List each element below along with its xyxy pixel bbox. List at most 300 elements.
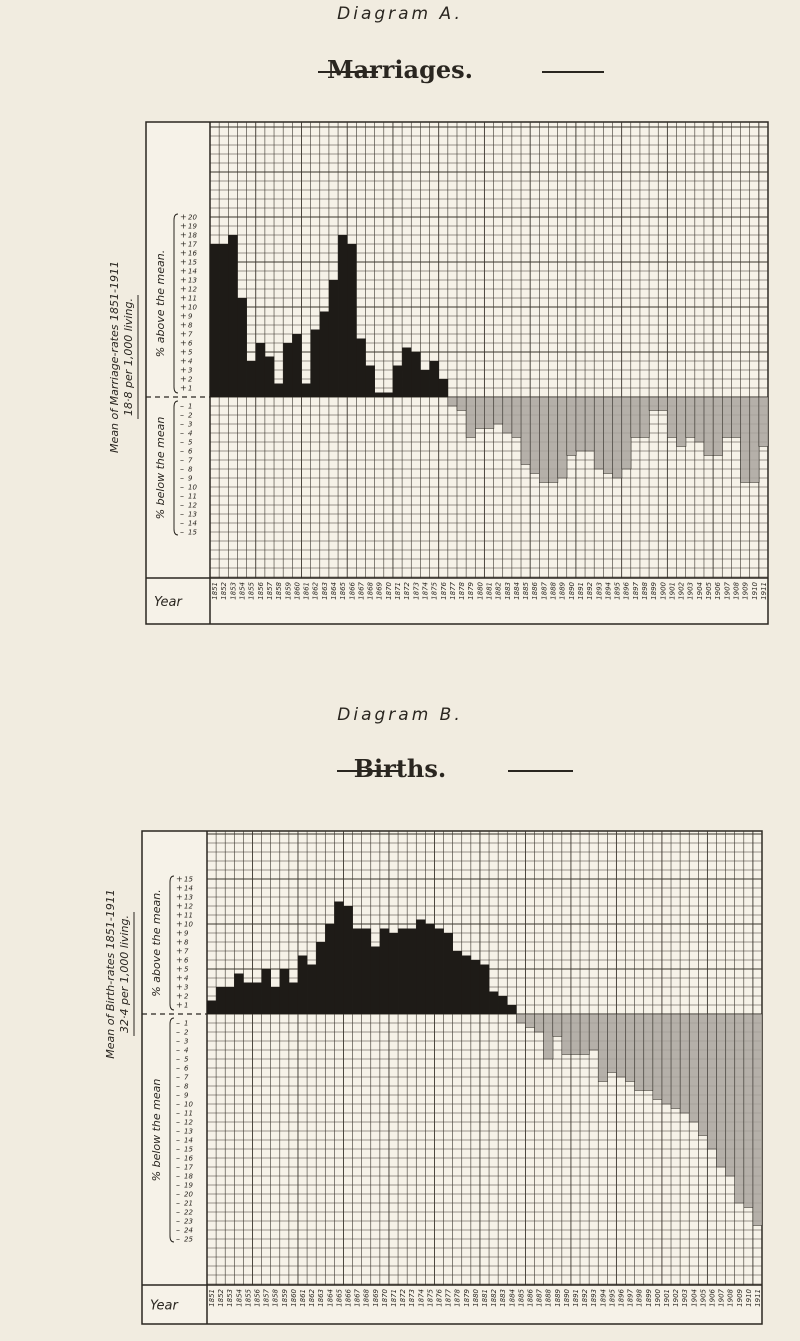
births-bar-1855 <box>243 983 252 1015</box>
marriages-below-sign: – <box>180 491 184 501</box>
births-above-sign: + <box>176 919 183 929</box>
births-below-tick-22: 22 <box>184 1208 193 1217</box>
births-bar-1891 <box>571 1014 580 1055</box>
births-bar-1878 <box>453 951 462 1014</box>
births-bar-1863 <box>316 942 325 1014</box>
births-year-1892: 1892 <box>581 1289 590 1307</box>
marriages-year-1900: 1900 <box>659 582 668 600</box>
births-above-sign: + <box>176 982 183 992</box>
births-bar-1900 <box>653 1014 662 1100</box>
births-below-tick-24: 24 <box>184 1226 193 1235</box>
births-below-tick-14: 14 <box>184 1136 193 1145</box>
marriages-ylabel-sub: 18·8 per 1,000 living. <box>122 298 135 416</box>
births-below-sign: – <box>176 1180 180 1190</box>
births-bar-1859 <box>280 969 289 1014</box>
births-bar-1867 <box>353 929 362 1015</box>
births-bar-1874 <box>416 920 425 1015</box>
births-year-1903: 1903 <box>681 1289 690 1307</box>
births-below-sign: – <box>176 1207 180 1217</box>
births-year-1904: 1904 <box>690 1289 699 1307</box>
births-bar-1899 <box>644 1014 653 1091</box>
marriages-year-1861: 1861 <box>302 582 311 600</box>
births-bar-1880 <box>471 960 480 1014</box>
births-above-sign: + <box>176 946 183 956</box>
births-above-tick-3: 3 <box>184 983 189 992</box>
marriages-year-1869: 1869 <box>375 582 384 600</box>
births-bar-1905 <box>698 1014 707 1136</box>
marriages-above-sign: + <box>180 320 187 330</box>
births-year-1884: 1884 <box>508 1289 517 1307</box>
marriages-year-1899: 1899 <box>650 582 659 600</box>
marriages-year-1882: 1882 <box>494 582 503 600</box>
births-below-tick-8: 8 <box>184 1082 189 1091</box>
births-below-tick-13: 13 <box>184 1127 193 1136</box>
marriages-above-sign: + <box>180 356 187 366</box>
births-bar-1888 <box>544 1014 553 1059</box>
marriages-below-tick-4: 4 <box>188 429 193 438</box>
marriages-year-1871: 1871 <box>394 582 403 600</box>
marriages-year-1854: 1854 <box>238 582 247 600</box>
marriages-above-tick-12: 12 <box>188 285 197 294</box>
marriages-above-tick-1: 1 <box>188 384 193 393</box>
births-ylabel-main: Mean of Birth-rates 1851-1911 <box>104 889 117 1059</box>
births-year-1895: 1895 <box>608 1289 617 1307</box>
marriages-year-1887: 1887 <box>540 582 549 600</box>
marriages-above-sign: + <box>180 266 187 276</box>
births-below-tick-21: 21 <box>184 1199 193 1208</box>
births-year-1858: 1858 <box>271 1289 280 1307</box>
births-below-sign: – <box>176 1108 180 1118</box>
marriages-year-1862: 1862 <box>311 582 320 600</box>
births-year-1906: 1906 <box>708 1289 717 1307</box>
births-above-tick-9: 9 <box>184 929 189 938</box>
marriages-above-tick-16: 16 <box>188 249 197 258</box>
marriages-year-1891: 1891 <box>576 582 585 600</box>
births-above-tick-4: 4 <box>184 974 189 983</box>
births-bar-1865 <box>334 902 343 1015</box>
marriages-above-sign: + <box>180 293 187 303</box>
marriages-above-tick-6: 6 <box>188 339 193 348</box>
births-year-1897: 1897 <box>626 1289 635 1307</box>
marriages-year-1909: 1909 <box>741 582 750 600</box>
births-bar-1886 <box>525 1014 534 1028</box>
marriages-above-sign: + <box>180 212 187 222</box>
marriages-below-tick-1: 1 <box>188 402 193 411</box>
births-bar-1872 <box>398 929 407 1015</box>
births-year-1867: 1867 <box>353 1289 362 1307</box>
births-below-tick-1: 1 <box>184 1019 189 1028</box>
births-below-sign: – <box>176 1090 180 1100</box>
marriages-year-1905: 1905 <box>705 582 714 600</box>
births-year-1852: 1852 <box>217 1289 226 1307</box>
births-bar-1911 <box>753 1014 762 1226</box>
births-bar-1884 <box>507 1005 516 1014</box>
births-year-1885: 1885 <box>517 1289 526 1307</box>
marriages-above-tick-11: 11 <box>188 294 197 303</box>
births-year-1901: 1901 <box>662 1289 671 1307</box>
births-bar-1908 <box>726 1014 735 1176</box>
births-year-1871: 1871 <box>390 1289 399 1307</box>
marriages-above-tick-3: 3 <box>188 366 193 375</box>
births-above-tick-6: 6 <box>184 956 189 965</box>
marriages-year-1866: 1866 <box>348 582 357 600</box>
marriages-above-sign: + <box>180 257 187 267</box>
births-bar-1866 <box>343 906 352 1014</box>
births-above-sign: + <box>176 937 183 947</box>
births-above-sign: + <box>176 973 183 983</box>
births-bar-1897 <box>626 1014 635 1082</box>
births-year-1886: 1886 <box>526 1289 535 1307</box>
marriages-year-1855: 1855 <box>247 582 256 600</box>
births-below-sign: – <box>176 1135 180 1145</box>
births-title: Births. <box>353 754 447 783</box>
births-below-sign: – <box>176 1036 180 1046</box>
births-above-tick-1: 1 <box>184 1001 189 1010</box>
births-below-tick-11: 11 <box>184 1109 193 1118</box>
births-year-1887: 1887 <box>535 1289 544 1307</box>
marriages-year-1904: 1904 <box>695 582 704 600</box>
births-bar-1909 <box>735 1014 744 1203</box>
marriages-year-1910: 1910 <box>750 582 759 600</box>
marriages-below-tick-12: 12 <box>188 501 197 510</box>
births-bar-1885 <box>516 1014 525 1023</box>
marriages-year-1886: 1886 <box>531 582 540 600</box>
marriages-below-sign: – <box>180 419 184 429</box>
marriages-year-1883: 1883 <box>503 582 512 600</box>
births-above-sign: + <box>176 910 183 920</box>
births-below-tick-6: 6 <box>184 1064 189 1073</box>
births-year-1876: 1876 <box>435 1289 444 1307</box>
births-year-1889: 1889 <box>553 1289 562 1307</box>
marriages-above-tick-14: 14 <box>188 267 197 276</box>
births-below-sign: – <box>176 1054 180 1064</box>
marriages-below-sign: – <box>180 464 184 474</box>
marriages-above-sign: + <box>180 383 187 393</box>
births-bar-1856 <box>252 983 261 1015</box>
marriages-below-tick-8: 8 <box>188 465 193 474</box>
marriages-year-1884: 1884 <box>512 582 521 600</box>
marriages-above-tick-7: 7 <box>188 330 193 339</box>
births-bar-1901 <box>662 1014 671 1104</box>
marriages-year-1901: 1901 <box>668 582 677 600</box>
births-bar-1906 <box>707 1014 716 1149</box>
marriages-year-1852: 1852 <box>220 582 229 600</box>
marriages-above-tick-18: 18 <box>188 231 197 240</box>
marriages-year-1898: 1898 <box>641 582 650 600</box>
births-year-1899: 1899 <box>644 1289 653 1307</box>
marriages-above-tick-9: 9 <box>188 312 193 321</box>
marriages-year-1872: 1872 <box>403 582 412 600</box>
births-below-tick-20: 20 <box>184 1190 193 1199</box>
marriages-above-tick-17: 17 <box>188 240 197 249</box>
births-below-sign: – <box>176 1117 180 1127</box>
marriages-below-sign: – <box>180 473 184 483</box>
marriages-year-1875: 1875 <box>430 582 439 600</box>
births-year-1908: 1908 <box>726 1289 735 1307</box>
births-below-tick-15: 15 <box>184 1145 193 1154</box>
marriages-above-sign: + <box>180 221 187 231</box>
marriages-year-1907: 1907 <box>723 582 732 600</box>
births-below-sign: – <box>176 1126 180 1136</box>
births-below-sign: – <box>176 1162 180 1172</box>
births-year-1896: 1896 <box>617 1289 626 1307</box>
births-below-sign: – <box>176 1171 180 1181</box>
births-bar-1892 <box>580 1014 589 1055</box>
marriages-above-sign: + <box>180 347 187 357</box>
marriages-year-1896: 1896 <box>622 582 631 600</box>
births-ylabel-sub: 32·4 per 1,000 living. <box>118 915 131 1033</box>
marriages-year-1908: 1908 <box>732 582 741 600</box>
marriages-above-tick-19: 19 <box>188 222 197 231</box>
marriages-above-sign: + <box>180 230 187 240</box>
births-bar-1868 <box>362 929 371 1015</box>
births-bar-1893 <box>589 1014 598 1050</box>
births-year-1853: 1853 <box>226 1289 235 1307</box>
births-year-1866: 1866 <box>344 1289 353 1307</box>
births-year-1864: 1864 <box>326 1289 335 1307</box>
births-bar-1896 <box>616 1014 625 1077</box>
births-bar-1871 <box>389 933 398 1014</box>
marriages-year-1893: 1893 <box>595 582 604 600</box>
marriages-above-sign: + <box>180 338 187 348</box>
births-above-tick-15: 15 <box>184 875 193 884</box>
births-year-1894: 1894 <box>599 1289 608 1307</box>
marriages-year-1889: 1889 <box>558 582 567 600</box>
marriages-above-tick-4: 4 <box>188 357 193 366</box>
births-below-tick-9: 9 <box>184 1091 189 1100</box>
births-above-tick-14: 14 <box>184 884 193 893</box>
marriages-year-1870: 1870 <box>384 582 393 600</box>
marriages-year-1867: 1867 <box>357 582 366 600</box>
births-above-tick-10: 10 <box>184 920 193 929</box>
births-above-tick-12: 12 <box>184 902 193 911</box>
births-bar-1902 <box>671 1014 680 1109</box>
births-below-sign: – <box>176 1198 180 1208</box>
births-bar-1907 <box>717 1014 726 1167</box>
births-year-1860: 1860 <box>289 1289 298 1307</box>
marriages-year-1874: 1874 <box>421 582 430 600</box>
births-year-1880: 1880 <box>471 1289 480 1307</box>
births-year-1875: 1875 <box>426 1289 435 1307</box>
births-year-1902: 1902 <box>672 1289 681 1307</box>
births-above-tick-7: 7 <box>184 947 189 956</box>
marriages-year-1864: 1864 <box>329 582 338 600</box>
births-below-tick-17: 17 <box>184 1163 193 1172</box>
births-below-tick-2: 2 <box>184 1028 189 1037</box>
marriages-above-label: % above the mean. <box>154 249 167 358</box>
marriages-below-tick-9: 9 <box>188 474 193 483</box>
marriages-xlabel: Year <box>154 595 182 610</box>
births-year-1869: 1869 <box>371 1289 380 1307</box>
births-year-1911: 1911 <box>753 1289 762 1307</box>
marriages-above-tick-13: 13 <box>188 276 197 285</box>
births-below-sign: – <box>176 1234 180 1244</box>
births-year-1865: 1865 <box>335 1289 344 1307</box>
births-above-label: % above the mean. <box>150 889 163 997</box>
births-year-1888: 1888 <box>544 1289 553 1307</box>
births-bar-1869 <box>371 947 380 1015</box>
births-below-sign: – <box>176 1081 180 1091</box>
births-bar-1910 <box>744 1014 753 1208</box>
births-above-sign: + <box>176 928 183 938</box>
births-bar-1876 <box>434 929 443 1015</box>
marriages-above-sign: + <box>180 329 187 339</box>
births-below-sign: – <box>176 1153 180 1163</box>
births-year-1882: 1882 <box>490 1289 499 1307</box>
births-bar-1879 <box>462 956 471 1015</box>
births-bar-1853 <box>225 987 234 1014</box>
births-bar-1882 <box>489 992 498 1015</box>
births-year-1900: 1900 <box>653 1289 662 1307</box>
births-bar-1887 <box>535 1014 544 1032</box>
births-bar-1890 <box>562 1014 571 1055</box>
marriages-above-sign: + <box>180 302 187 312</box>
marriages-above-sign: + <box>180 311 187 321</box>
marriages-year-1879: 1879 <box>467 582 476 600</box>
births-below-sign: – <box>176 1027 180 1037</box>
births-bar-1854 <box>234 974 243 1015</box>
marriages-above-tick-5: 5 <box>188 348 193 357</box>
marriages-year-1895: 1895 <box>613 582 622 600</box>
births-bar-1883 <box>498 996 507 1014</box>
marriages-above-tick-20: 20 <box>188 213 197 222</box>
marriages-year-1873: 1873 <box>412 582 421 600</box>
marriages-year-1881: 1881 <box>485 582 494 600</box>
marriages-ylabel-main: Mean of Marriage-rates 1851-1911 <box>108 261 121 453</box>
marriages-year-1859: 1859 <box>284 582 293 600</box>
marriages-year-1897: 1897 <box>631 582 640 600</box>
births-below-tick-18: 18 <box>184 1172 193 1181</box>
births-below-tick-4: 4 <box>184 1046 189 1055</box>
marriages-below-sign: – <box>180 518 184 528</box>
marriages-year-1851: 1851 <box>211 582 220 600</box>
births-below-tick-3: 3 <box>184 1037 189 1046</box>
births-year-1893: 1893 <box>590 1289 599 1307</box>
births-below-tick-12: 12 <box>184 1118 193 1127</box>
marriages-year-1911: 1911 <box>759 582 768 600</box>
births-year-1857: 1857 <box>262 1289 271 1307</box>
births-year-1910: 1910 <box>744 1289 753 1307</box>
births-year-1868: 1868 <box>362 1289 371 1307</box>
births-below-sign: – <box>176 1189 180 1199</box>
births-bar-1895 <box>607 1014 616 1073</box>
marriages-year-1860: 1860 <box>293 582 302 600</box>
births-below-sign: – <box>176 1099 180 1109</box>
marriages-above-sign: + <box>180 248 187 258</box>
births-bar-1864 <box>325 924 334 1014</box>
marriages-above-sign: + <box>180 365 187 375</box>
births-year-1905: 1905 <box>699 1289 708 1307</box>
births-year-1874: 1874 <box>417 1289 426 1307</box>
births-above-tick-13: 13 <box>184 893 193 902</box>
births-above-sign: + <box>176 874 183 884</box>
births-bar-1873 <box>407 929 416 1015</box>
births-below-sign: – <box>176 1045 180 1055</box>
marriages-above-sign: + <box>180 275 187 285</box>
marriages-year-1865: 1865 <box>339 582 348 600</box>
births-year-1909: 1909 <box>735 1289 744 1307</box>
marriages-year-1885: 1885 <box>522 582 531 600</box>
marriages-below-tick-15: 15 <box>188 528 197 537</box>
births-bar-1894 <box>598 1014 607 1082</box>
births-year-1891: 1891 <box>571 1289 580 1307</box>
births-year-1881: 1881 <box>481 1289 489 1307</box>
births-bar-1858 <box>271 987 280 1014</box>
marriages-below-sign: – <box>180 509 184 519</box>
marriages-above-sign: + <box>180 374 187 384</box>
marriages-year-1903: 1903 <box>686 582 695 600</box>
births-below-tick-5: 5 <box>184 1055 189 1064</box>
marriages-above-tick-8: 8 <box>188 321 193 330</box>
births-below-sign: – <box>176 1225 180 1235</box>
marriages-year-1894: 1894 <box>604 582 613 600</box>
marriages-above-tick-15: 15 <box>188 258 197 267</box>
marriages-above-tick-2: 2 <box>188 375 193 384</box>
marriages-year-1890: 1890 <box>567 582 576 600</box>
marriages-below-label: % below the mean <box>154 416 167 520</box>
marriages-below-sign: – <box>180 455 184 465</box>
births-below-label: % below the mean <box>150 1078 163 1182</box>
marriages-year-1876: 1876 <box>439 582 448 600</box>
diagram-a-label: Diagram A. <box>337 4 463 24</box>
marriages-year-1906: 1906 <box>714 582 723 600</box>
births-above-tick-2: 2 <box>184 992 189 1001</box>
births-year-1872: 1872 <box>399 1289 408 1307</box>
births-below-tick-19: 19 <box>184 1181 193 1190</box>
births-bar-1875 <box>425 924 434 1014</box>
births-bar-1877 <box>444 933 453 1014</box>
marriages-below-sign: – <box>180 446 184 456</box>
births-above-sign: + <box>176 1000 183 1010</box>
births-bar-1852 <box>216 987 225 1014</box>
births-bar-1870 <box>380 929 389 1015</box>
births-bar-1860 <box>289 983 298 1015</box>
marriages-below-sign: – <box>180 482 184 492</box>
marriages-below-sign: – <box>180 437 184 447</box>
marriages-below-sign: – <box>180 527 184 537</box>
births-above-sign: + <box>176 901 183 911</box>
births-above-sign: + <box>176 964 183 974</box>
births-bar-1857 <box>262 969 271 1014</box>
births-bar-1861 <box>298 956 307 1015</box>
marriages-above-sign: + <box>180 284 187 294</box>
births-below-sign: – <box>176 1072 180 1082</box>
births-below-tick-10: 10 <box>184 1100 193 1109</box>
births-above-tick-8: 8 <box>184 938 189 947</box>
marriages-year-1857: 1857 <box>265 582 274 600</box>
births-below-tick-23: 23 <box>184 1217 193 1226</box>
marriages-below-tick-14: 14 <box>188 519 197 528</box>
births-below-sign: – <box>176 1216 180 1226</box>
births-bar-1881 <box>480 965 489 1015</box>
births-year-1859: 1859 <box>280 1289 289 1307</box>
births-year-1907: 1907 <box>717 1289 726 1307</box>
births-year-1883: 1883 <box>499 1289 508 1307</box>
marriages-year-1868: 1868 <box>366 582 375 600</box>
marriages-title: Marriages. <box>327 55 473 84</box>
births-bar-1889 <box>553 1014 562 1037</box>
births-above-sign: + <box>176 955 183 965</box>
marriages-year-1902: 1902 <box>677 582 686 600</box>
marriages-year-1863: 1863 <box>320 582 329 600</box>
marriages-year-1880: 1880 <box>476 582 485 600</box>
births-year-1898: 1898 <box>635 1289 644 1307</box>
births-bar-1862 <box>307 965 316 1015</box>
births-xlabel: Year <box>150 1298 178 1314</box>
births-bar-1903 <box>680 1014 689 1113</box>
births-bar-1851 <box>207 1001 216 1015</box>
births-year-1854: 1854 <box>235 1289 244 1307</box>
